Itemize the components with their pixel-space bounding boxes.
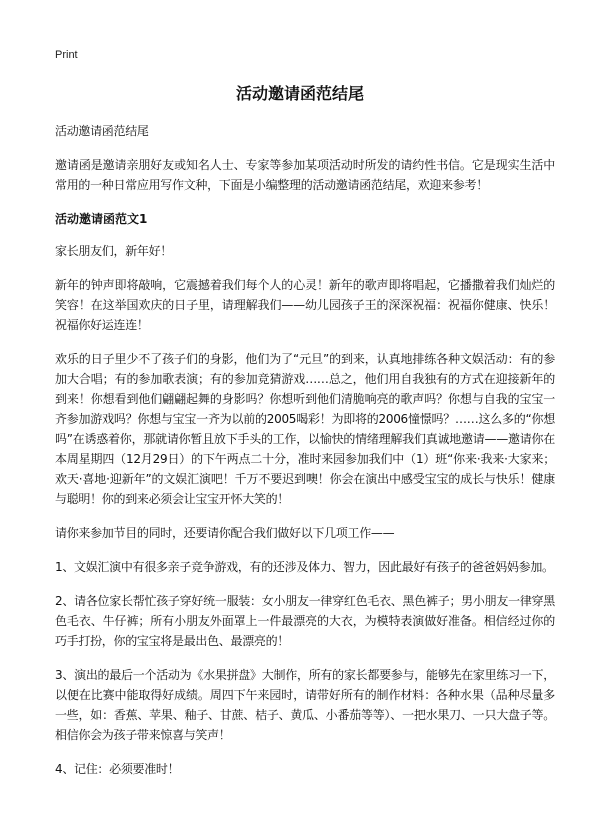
new-year-paragraph: 新年的钟声即将敲响，它震撼着我们每个人的心灵！新年的歌声即将唱起，它播撒着我们灿烂的笑容！在这举国欢庆的日子里，请理解我们——幼儿园孩子王的深深祝福：祝福你健康、快乐！祝福你好运连连！	[55, 278, 555, 332]
section-heading: 活动邀请函范文1	[55, 212, 148, 226]
document-title: 活动邀请函范结尾	[235, 84, 364, 103]
task-item-4: 4、记住：必须要准时！	[55, 762, 180, 776]
intro-subtitle: 活动邀请函范结尾	[55, 124, 149, 138]
task-item-2: 2、请各位家长帮忙孩子穿好统一服装：女小朋友一律穿红色毛衣、黑色裤子；男小朋友一律穿黑色毛衣、牛仔裤；所有小朋友外面罩上一件最漂亮的大衣，为模特表演做好准备。相信经过你的巧手打扮，你的宝宝将是最出色、最漂亮的！	[55, 594, 555, 648]
task-item-3: 3、演出的最后一个活动为《水果拼盘》大制作，所有的家长都要参与，能够先在家里练习一下，以便在比赛中能取得好成绩。周四下午来园时，请带好所有的制作材料：各种水果（品种尽量多一些，如：香蕉、苹果、釉子、甘蔗、桔子、黄瓜、小番茄等等）、一把水果刀、一只大盘子等。相信你会为孩子带来惊喜与笑声！	[55, 668, 555, 742]
task-item-1: 1、文娱汇演中有很多亲子竞争游戏，有的还涉及体力、智力，因此最好有孩子的爸爸妈妈参加。	[55, 560, 554, 574]
print-label: Print	[55, 49, 78, 61]
intro-description: 邀请函是邀请亲朋好友或知名人士、专家等参加某项活动时所发的请约性书信。它是现实生活中常用的一种日常应用写作文种，下面是小编整理的活动邀请函范结尾，欢迎来参考！	[55, 158, 555, 192]
document-body	[55, 121, 555, 793]
greeting-paragraph: 家长朋友们，新年好！	[55, 244, 173, 258]
invitation-paragraph: 欢乐的日子里少不了孩子们的身影，他们为了“元旦”的到来，认真地排练各种文娱活动：有的参加大合唱；有的参加歌表演；有的参加竞猜游戏……总之，他们用自我独有的方式在迎接新年的到来！你想看到他们翩翩起舞的身影吗？你想听到他们清脆响亮的歌声吗？你想与自我的宝宝一齐参加游戏吗？你想与宝宝一齐为以前的2005喝彩！为即将的2006憧憬吗？……这么多的“你想吗”在诱惑着你，那就请你暂且放下手头的工作，以愉快的情绪理解我们真诚地邀请——邀请你在本周星期四（12月29日）的下午两点二十分，准时来园参加我们中（1）班“你来·我来·大家来；欢天·喜地·迎新年”的文娱汇演吧！千万不要迟到噢！你会在演出中感受宝宝的成长与快乐！健康与聪明！你的到来必须会让宝宝开怀大笑的！	[55, 352, 555, 506]
tasks-intro-paragraph: 请你来参加节目的同时，还要请你配合我们做好以下几项工作——	[55, 526, 395, 540]
